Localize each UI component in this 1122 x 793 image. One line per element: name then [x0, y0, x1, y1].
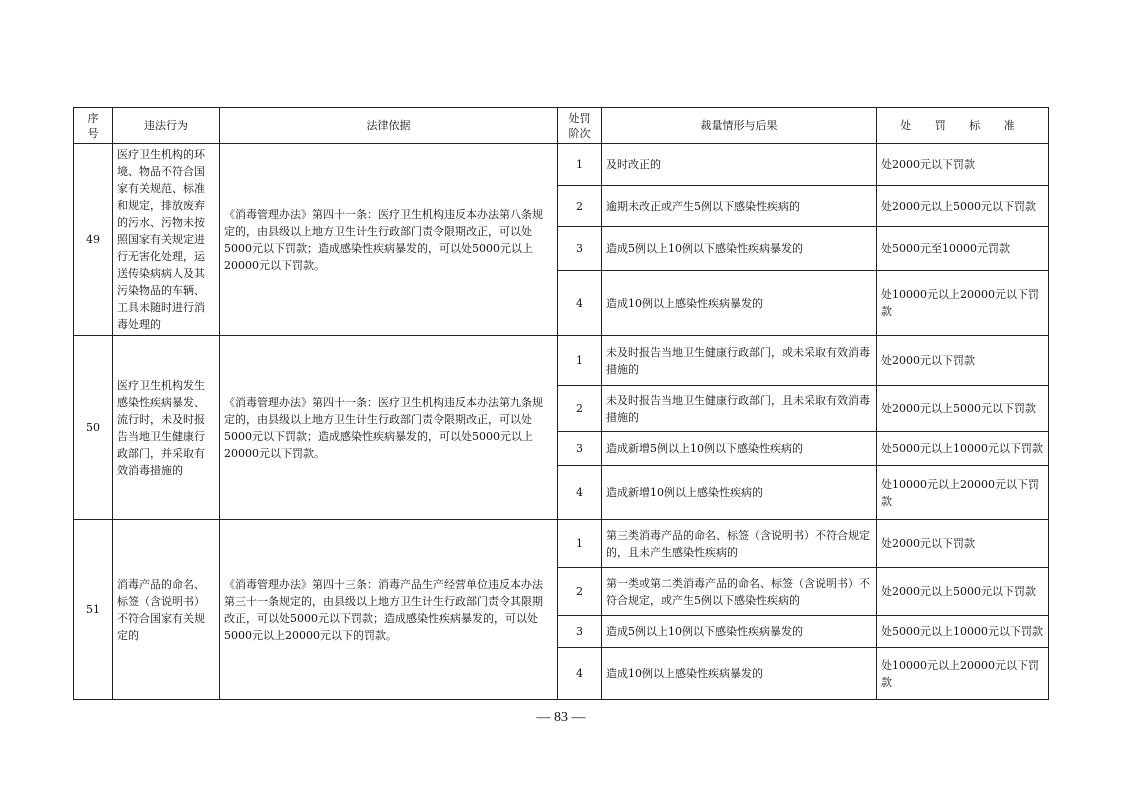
table-row	[74, 144, 1049, 186]
penalty-standard: 处5000元至10000元罚款	[877, 227, 1049, 271]
penalty-standard: 处10000元以上20000元以下罚款	[877, 271, 1049, 336]
penalty-standard: 处2000元以下罚款	[877, 144, 1049, 186]
penalty-stage: 4	[558, 271, 602, 336]
situation: 造成新增10例以上感染性疾病的	[602, 466, 877, 520]
situation: 造成5例以上10例以下感染性疾病暴发的	[602, 227, 877, 271]
penalty-standard: 处10000元以上20000元以下罚款	[877, 648, 1049, 700]
header-stage-bottom: 阶次	[568, 126, 591, 140]
penalty-standard: 处5000元以上10000元以下罚款	[877, 432, 1049, 466]
legal-basis: 《消毒管理办法》第四十三条：消毒产品生产经营单位违反本办法第三十一条规定的，由县级以上地方卫生计生行政部门责令其限期改正，可以处5000元以下罚款；造成感染性疾病暴发的，可以处5000元以上20000元以下的罚款。	[220, 520, 558, 700]
penalty-standard: 处5000元以上10000元以下罚款	[877, 616, 1049, 648]
penalty-standard: 处2000元以下罚款	[877, 520, 1049, 568]
penalty-stage: 4	[558, 648, 602, 700]
header-situation: 裁量情形与后果	[602, 108, 877, 144]
item-number: 51	[74, 520, 113, 700]
penalty-stage: 4	[558, 466, 602, 520]
penalty-stage: 1	[558, 520, 602, 568]
legal-basis: 《消毒管理办法》第四十一条：医疗卫生机构违反本办法第八条规定的，由县级以上地方卫生计生行政部门责令限期改正，可以处5000元以下罚款；造成感染性疾病暴发的，可以处5000元以上20000元以下罚款。	[220, 144, 558, 336]
penalty-standard: 处2000元以上5000元以下罚款	[877, 185, 1049, 227]
table-header-row	[74, 108, 1049, 144]
item-number: 50	[74, 336, 113, 520]
header-stage-top: 处罚	[568, 111, 591, 125]
penalty-stage: 3	[558, 616, 602, 648]
penalty-stage: 2	[558, 568, 602, 616]
legal-basis: 《消毒管理办法》第四十一条：医疗卫生机构违反本办法第九条规定的，由县级以上地方卫生计生行政部门责令限期改正，可以处5000元以下罚款；造成感染性疾病暴发的，可以处5000元以上20000元以下罚款。	[220, 336, 558, 520]
header-basis: 法律依据	[220, 108, 558, 144]
header-seq-top: 序	[87, 111, 99, 125]
situation: 未及时报告当地卫生健康行政部门，或未采取有效消毒措施的	[602, 336, 877, 386]
penalty-stage: 2	[558, 386, 602, 432]
situation: 未及时报告当地卫生健康行政部门，且未采取有效消毒措施的	[602, 386, 877, 432]
penalty-standard: 处2000元以上5000元以下罚款	[877, 568, 1049, 616]
table-row	[74, 520, 1049, 568]
header-standard: 处 罚 标 准	[877, 108, 1049, 144]
header-seq	[74, 108, 113, 144]
header-stage	[558, 108, 602, 144]
situation: 第三类消毒产品的命名、标签（含说明书）不符合规定的，且未产生感染性疾病的	[602, 520, 877, 568]
situation: 第一类或第二类消毒产品的命名、标签（含说明书）不符合规定，或产生5例以下感染性疾病的	[602, 568, 877, 616]
situation: 造成10例以上感染性疾病暴发的	[602, 271, 877, 336]
penalty-standard: 处10000元以上20000元以下罚款	[877, 466, 1049, 520]
item-number: 49	[74, 144, 113, 336]
header-seq-bottom: 号	[87, 126, 99, 140]
header-act: 违法行为	[113, 108, 220, 144]
penalty-stage: 1	[558, 144, 602, 186]
violation-act: 医疗卫生机构发生感染性疾病暴发、流行时，未及时报告当地卫生健康行政部门，并采取有效消毒措施的	[113, 336, 220, 520]
penalty-stage: 2	[558, 185, 602, 227]
situation: 造成5例以上10例以下感染性疾病暴发的	[602, 616, 877, 648]
penalty-stage: 3	[558, 227, 602, 271]
penalty-standards-table	[73, 107, 1049, 700]
situation: 及时改正的	[602, 144, 877, 186]
situation: 逾期未改正或产生5例以下感染性疾病的	[602, 185, 877, 227]
situation: 造成新增5例以上10例以下感染性疾病的	[602, 432, 877, 466]
penalty-stage: 3	[558, 432, 602, 466]
violation-act: 消毒产品的命名、标签（含说明书）不符合国家有关规定的	[113, 520, 220, 700]
table-row	[74, 336, 1049, 386]
penalty-stage: 1	[558, 336, 602, 386]
penalty-standard: 处2000元以上5000元以下罚款	[877, 386, 1049, 432]
page-number: — 83 —	[536, 710, 586, 725]
violation-act: 医疗卫生机构的环境、物品不符合国家有关规范、标准和规定，排放废弃的污水、污物未按照国家有关规定进行无害化处理，运送传染病病人及其污染物品的车辆、工具未随时进行消毒处理的	[113, 144, 220, 336]
situation: 造成10例以上感染性疾病暴发的	[602, 648, 877, 700]
penalty-standard: 处2000元以下罚款	[877, 336, 1049, 386]
